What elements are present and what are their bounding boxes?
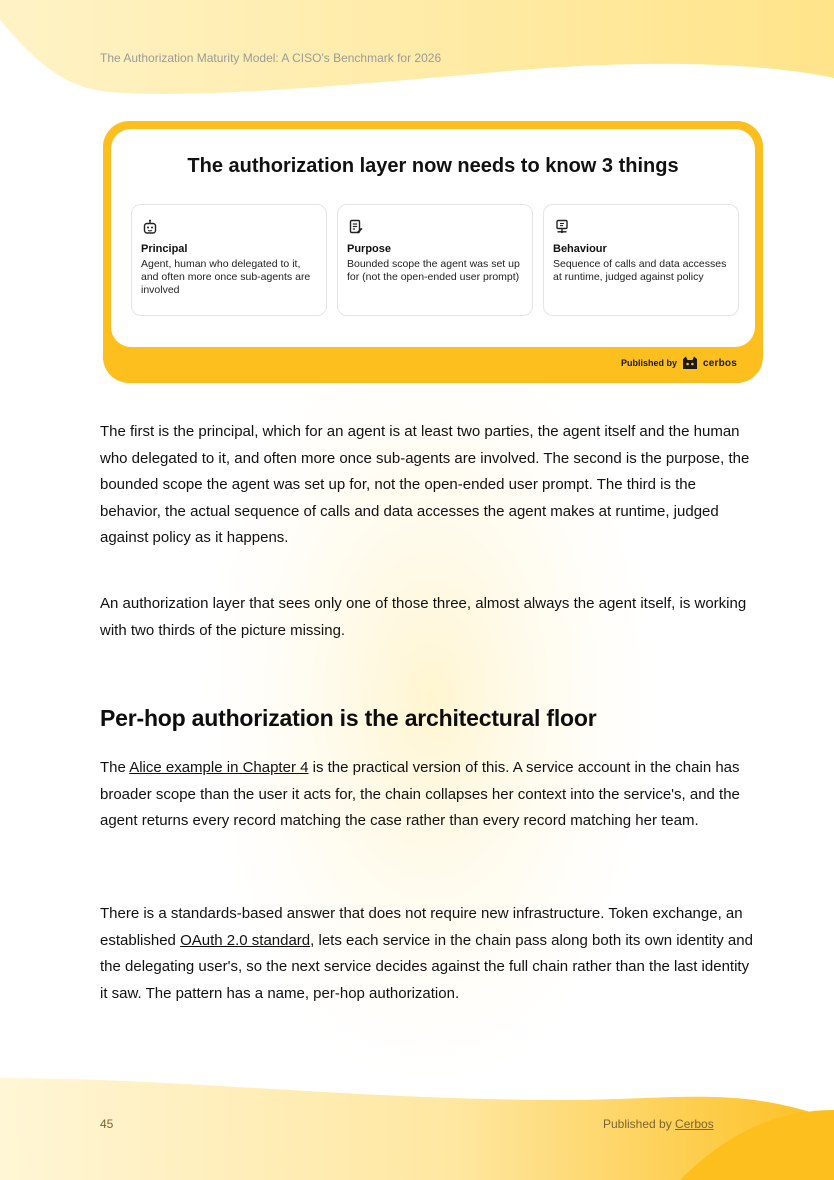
card-principal (131, 204, 327, 316)
card-title: Principal (141, 243, 188, 255)
card-title: Behaviour (553, 243, 607, 255)
text-span: The (100, 759, 130, 776)
card-behaviour (543, 204, 739, 316)
figure-title: The authorization layer now needs to know 3 things (187, 155, 679, 177)
card-description: Agent, human who delegated to it, and often more once sub-agents are involved (141, 258, 311, 296)
cerbos-link[interactable]: Cerbos (675, 1117, 714, 1131)
text-span: , lets each service in the chain pass along both its own identity and the delegating user's, so the next service decides against the full chain rather than the last identity it saw. The pattern has a name, per-hop authorization. (100, 931, 753, 1002)
published-by-label: Published by (620, 358, 677, 368)
footer-published-by (603, 1117, 714, 1131)
top-wave (0, 0, 834, 94)
robot-icon (142, 219, 158, 235)
card-description: Bounded scope the agent was set up for (not the open-ended user prompt) (347, 258, 520, 283)
alice-example-link[interactable]: Alice example in Chapter 4 (129, 759, 309, 776)
oauth-standard-link[interactable]: OAuth 2.0 standard (180, 931, 311, 949)
published-by-badge (621, 356, 737, 370)
paragraph-missing-picture: An authorization layer that sees only one of those three, almost always the agent itself, is working with two thirds of the picture missing. (100, 595, 747, 639)
cerbos-logo-icon (682, 356, 698, 370)
page-number: 45 (100, 1117, 114, 1131)
things-cards (131, 204, 739, 318)
monitor-icon (554, 219, 570, 235)
text-span: There is a standards-based answer that does not require new infrastructure. Token exchange, an established (100, 905, 743, 949)
card-description: Sequence of calls and data accesses at runtime, judged against policy (553, 258, 727, 283)
card-purpose (337, 204, 533, 316)
paragraph-principal-purpose-behavior: The first is the principal, which for an agent is at least two parties, the agent itself and the human who delegated to it, and often more once sub-agents are involved. The second is the purpose, the bounded scope the agent was set up for, not the open-ended user prompt. The third is the behavior, the actual sequence of calls and data accesses the agent makes at runtime, judged against policy as it happens. (100, 423, 750, 546)
text-span: is the practical version of this. A service account in the chain has broader scope than the user it acts for, the chain collapses her context into the service's, and the agent returns every record matching the case rather than every record matching her team. (100, 759, 740, 829)
figure-card (103, 121, 763, 383)
paragraph-alice-example (100, 755, 760, 835)
running-header: The Authorization Maturity Model: A CISO's Benchmark for 2026 (100, 51, 442, 65)
section-heading: Per-hop authorization is the architectural floor (100, 705, 597, 731)
document-pen-icon (348, 219, 364, 235)
figure-inner-panel (111, 129, 755, 347)
card-title: Purpose (347, 243, 392, 255)
brand-name: cerbos (703, 357, 737, 369)
published-prefix: Published by (603, 1117, 676, 1131)
paragraph-token-exchange (100, 901, 760, 1007)
